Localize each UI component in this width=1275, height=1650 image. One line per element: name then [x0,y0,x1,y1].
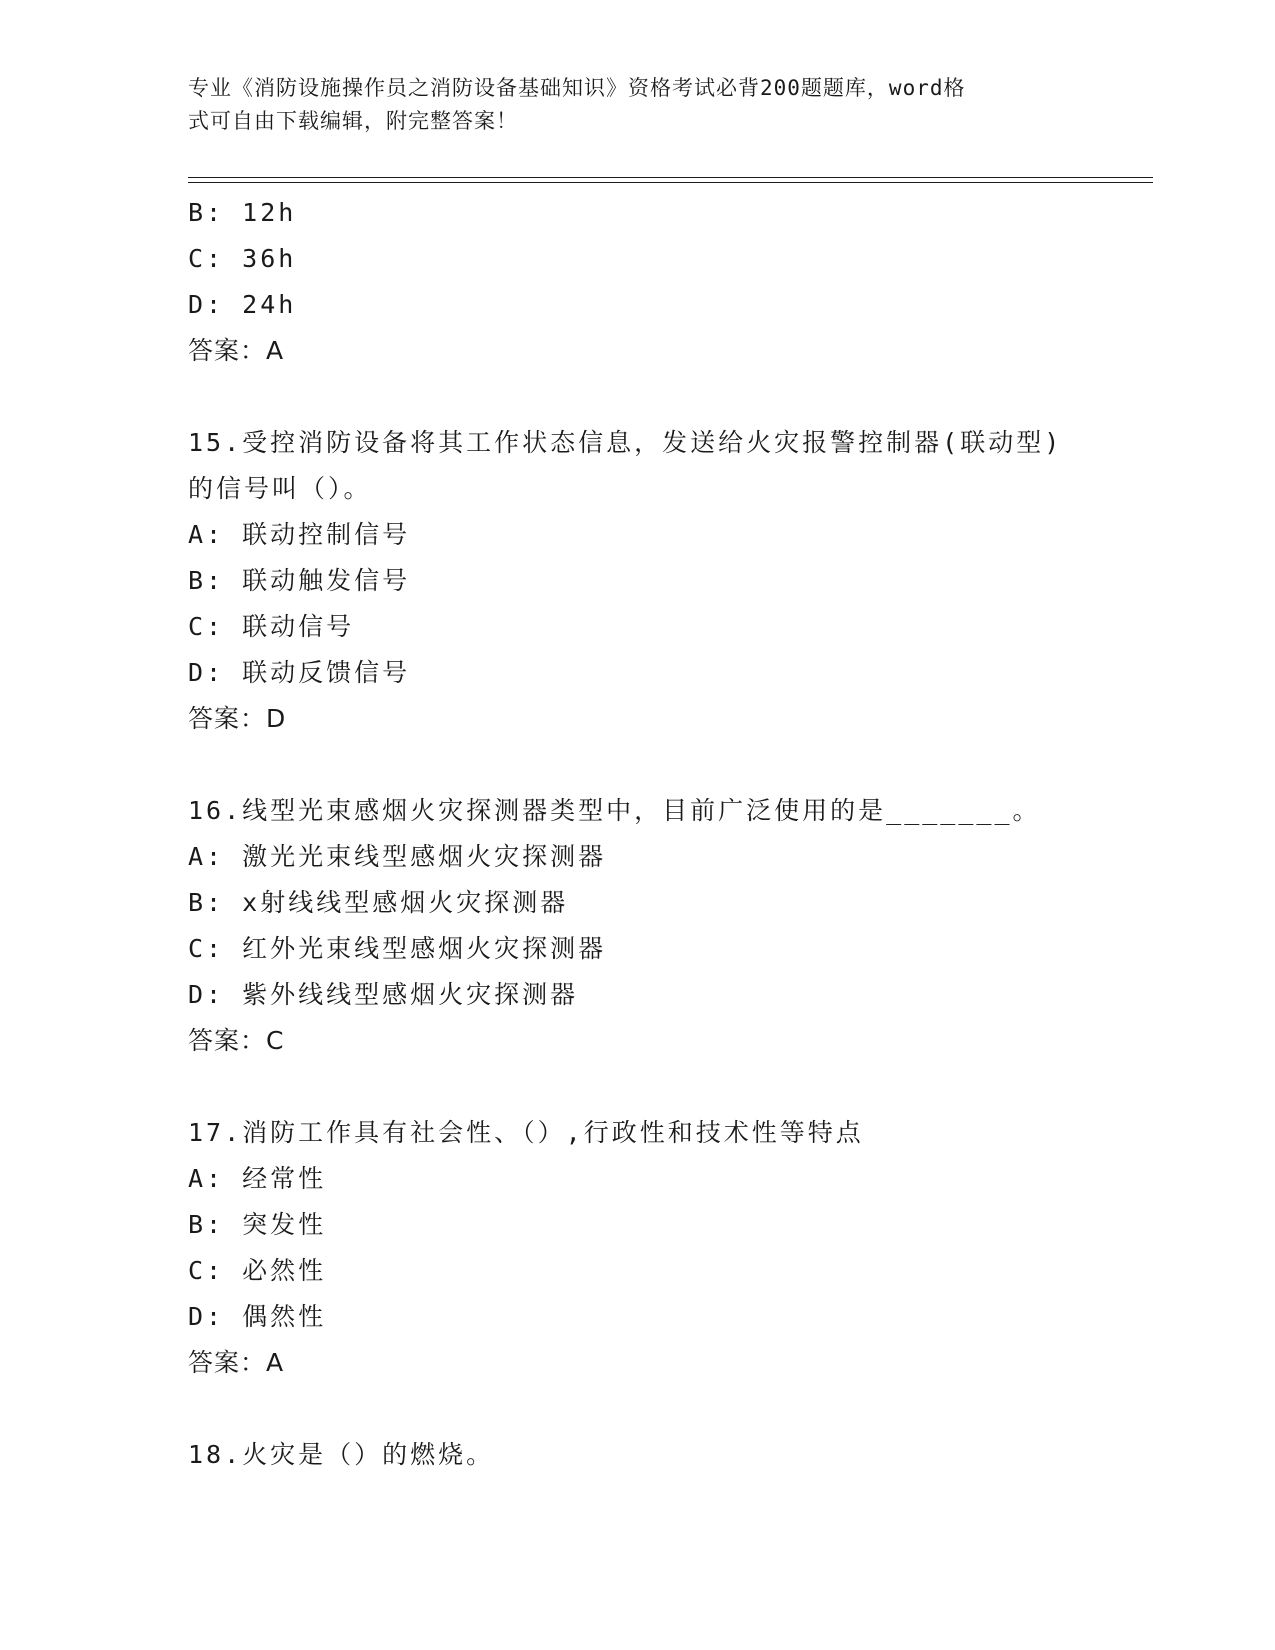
option-d: D: 偶然性 [188,1302,327,1331]
header-rule-top [188,177,1153,178]
option-c: C: 联动信号 [188,612,355,641]
header-line-2: 式可自由下载编辑，附完整答案！ [188,109,518,133]
option-a: A: 激光光束线型感烟火灾探测器 [188,842,607,871]
option-c: C: 36h [188,244,297,273]
answer-line: 答案：A [188,336,285,365]
option-b: B: x射线线型感烟火灾探测器 [188,888,569,917]
answer-line: 答案：C [188,1026,285,1055]
question-18 [188,1432,1148,1478]
question-list [188,190,1148,1478]
option-c: C: 必然性 [188,1256,327,1285]
question-stem: 18.火灾是（）的燃烧。 [188,1440,495,1469]
answer-line: 答案：D [188,704,287,733]
option-b: B: 12h [188,198,297,227]
question-15 [188,420,1148,742]
question-stem: 15.受控消防设备将其工作状态信息，发送给火灾报警控制器(联动型) [188,428,1063,457]
question-stem-cont: 的信号叫（）。 [188,474,372,503]
option-b: B: 联动触发信号 [188,566,411,595]
answer-line: 答案：A [188,1348,285,1377]
document-header [188,72,1068,138]
question-14-continued [188,190,1148,374]
option-c: C: 红外光束线型感烟火灾探测器 [188,934,607,963]
option-d: D: 联动反馈信号 [188,658,411,687]
option-a: A: 联动控制信号 [188,520,411,549]
question-stem: 17.消防工作具有社会性、（）,行政性和技术性等特点 [188,1118,864,1147]
option-a: A: 经常性 [188,1164,327,1193]
question-17 [188,1110,1148,1386]
option-d: D: 24h [188,290,297,319]
question-16 [188,788,1148,1064]
option-b: B: 突发性 [188,1210,327,1239]
option-d: D: 紫外线线型感烟火灾探测器 [188,980,579,1009]
header-rule-bottom [188,182,1153,183]
question-stem: 16.线型光束感烟火灾探测器类型中，目前广泛使用的是_______。 [188,796,1041,825]
header-line-1: 专业《消防设施操作员之消防设备基础知识》资格考试必背200题题库，word格 [188,76,966,100]
